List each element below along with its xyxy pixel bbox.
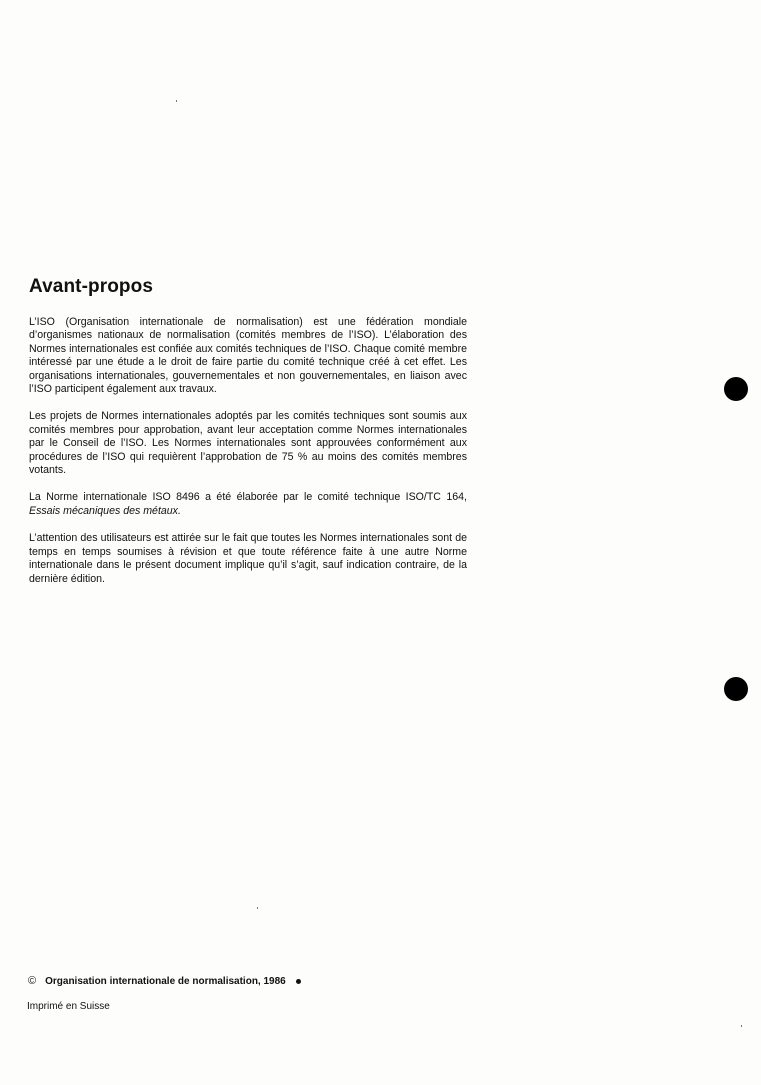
- scan-speck: [741, 1025, 742, 1027]
- committee-title: Essais mécaniques des métaux.: [29, 504, 181, 517]
- page-title: Avant-propos: [29, 276, 153, 297]
- paragraph-elaboration-text: La Norme internationale ISO 8496 a été élaborée par le comité technique ISO/TC 164,: [29, 491, 467, 504]
- paragraph-approval: Les projets de Normes internationales adoptés par les comités techniques sont soumis aux comités membres pour approbation, avant leur acceptation comme Normes internationales par le Conseil de l’ISO. Les Normes internationales sont approuvées conformément aux procédures de l’ISO qui requièrent l’approbation de 75 % au moins des comités membres votants.: [29, 410, 467, 477]
- punch-hole-icon: [724, 377, 748, 401]
- copyright-line: [28, 975, 301, 987]
- copyright-icon: ©: [28, 975, 37, 987]
- printed-in-line: Imprimé en Suisse: [27, 1001, 110, 1012]
- scan-speck: [257, 907, 258, 909]
- scan-speck: [176, 100, 177, 102]
- bullet-icon: [296, 979, 301, 984]
- paragraph-iso-intro: L’ISO (Organisation internationale de normalisation) est une fédération mondiale d’organismes nationaux de normalisation (comités membres de l’ISO). L’élaboration des Normes internationales est confiée aux comités techniques de l’ISO. Chaque comité membre intéressé par une étude a le droit de faire partie du comité technique créé à cet effet. Les organisations internationales, gouvernementales et non gouvernementales, en liaison avec l’ISO participent également aux travaux.: [29, 316, 467, 396]
- paragraph-elaboration: [29, 491, 467, 518]
- paragraph-revision-notice: L’attention des utilisateurs est attirée sur le fait que toutes les Normes internationales sont de temps en temps soumises à révision et que toute référence faite à une autre Norme internationale dans le présent document implique qu’il s’agit, sauf indication contraire, de la dernière édition.: [29, 532, 467, 585]
- copyright-text: Organisation internationale de normalisation, 1986: [45, 976, 286, 987]
- punch-hole-icon: [724, 677, 748, 701]
- foreword-body: [29, 316, 467, 600]
